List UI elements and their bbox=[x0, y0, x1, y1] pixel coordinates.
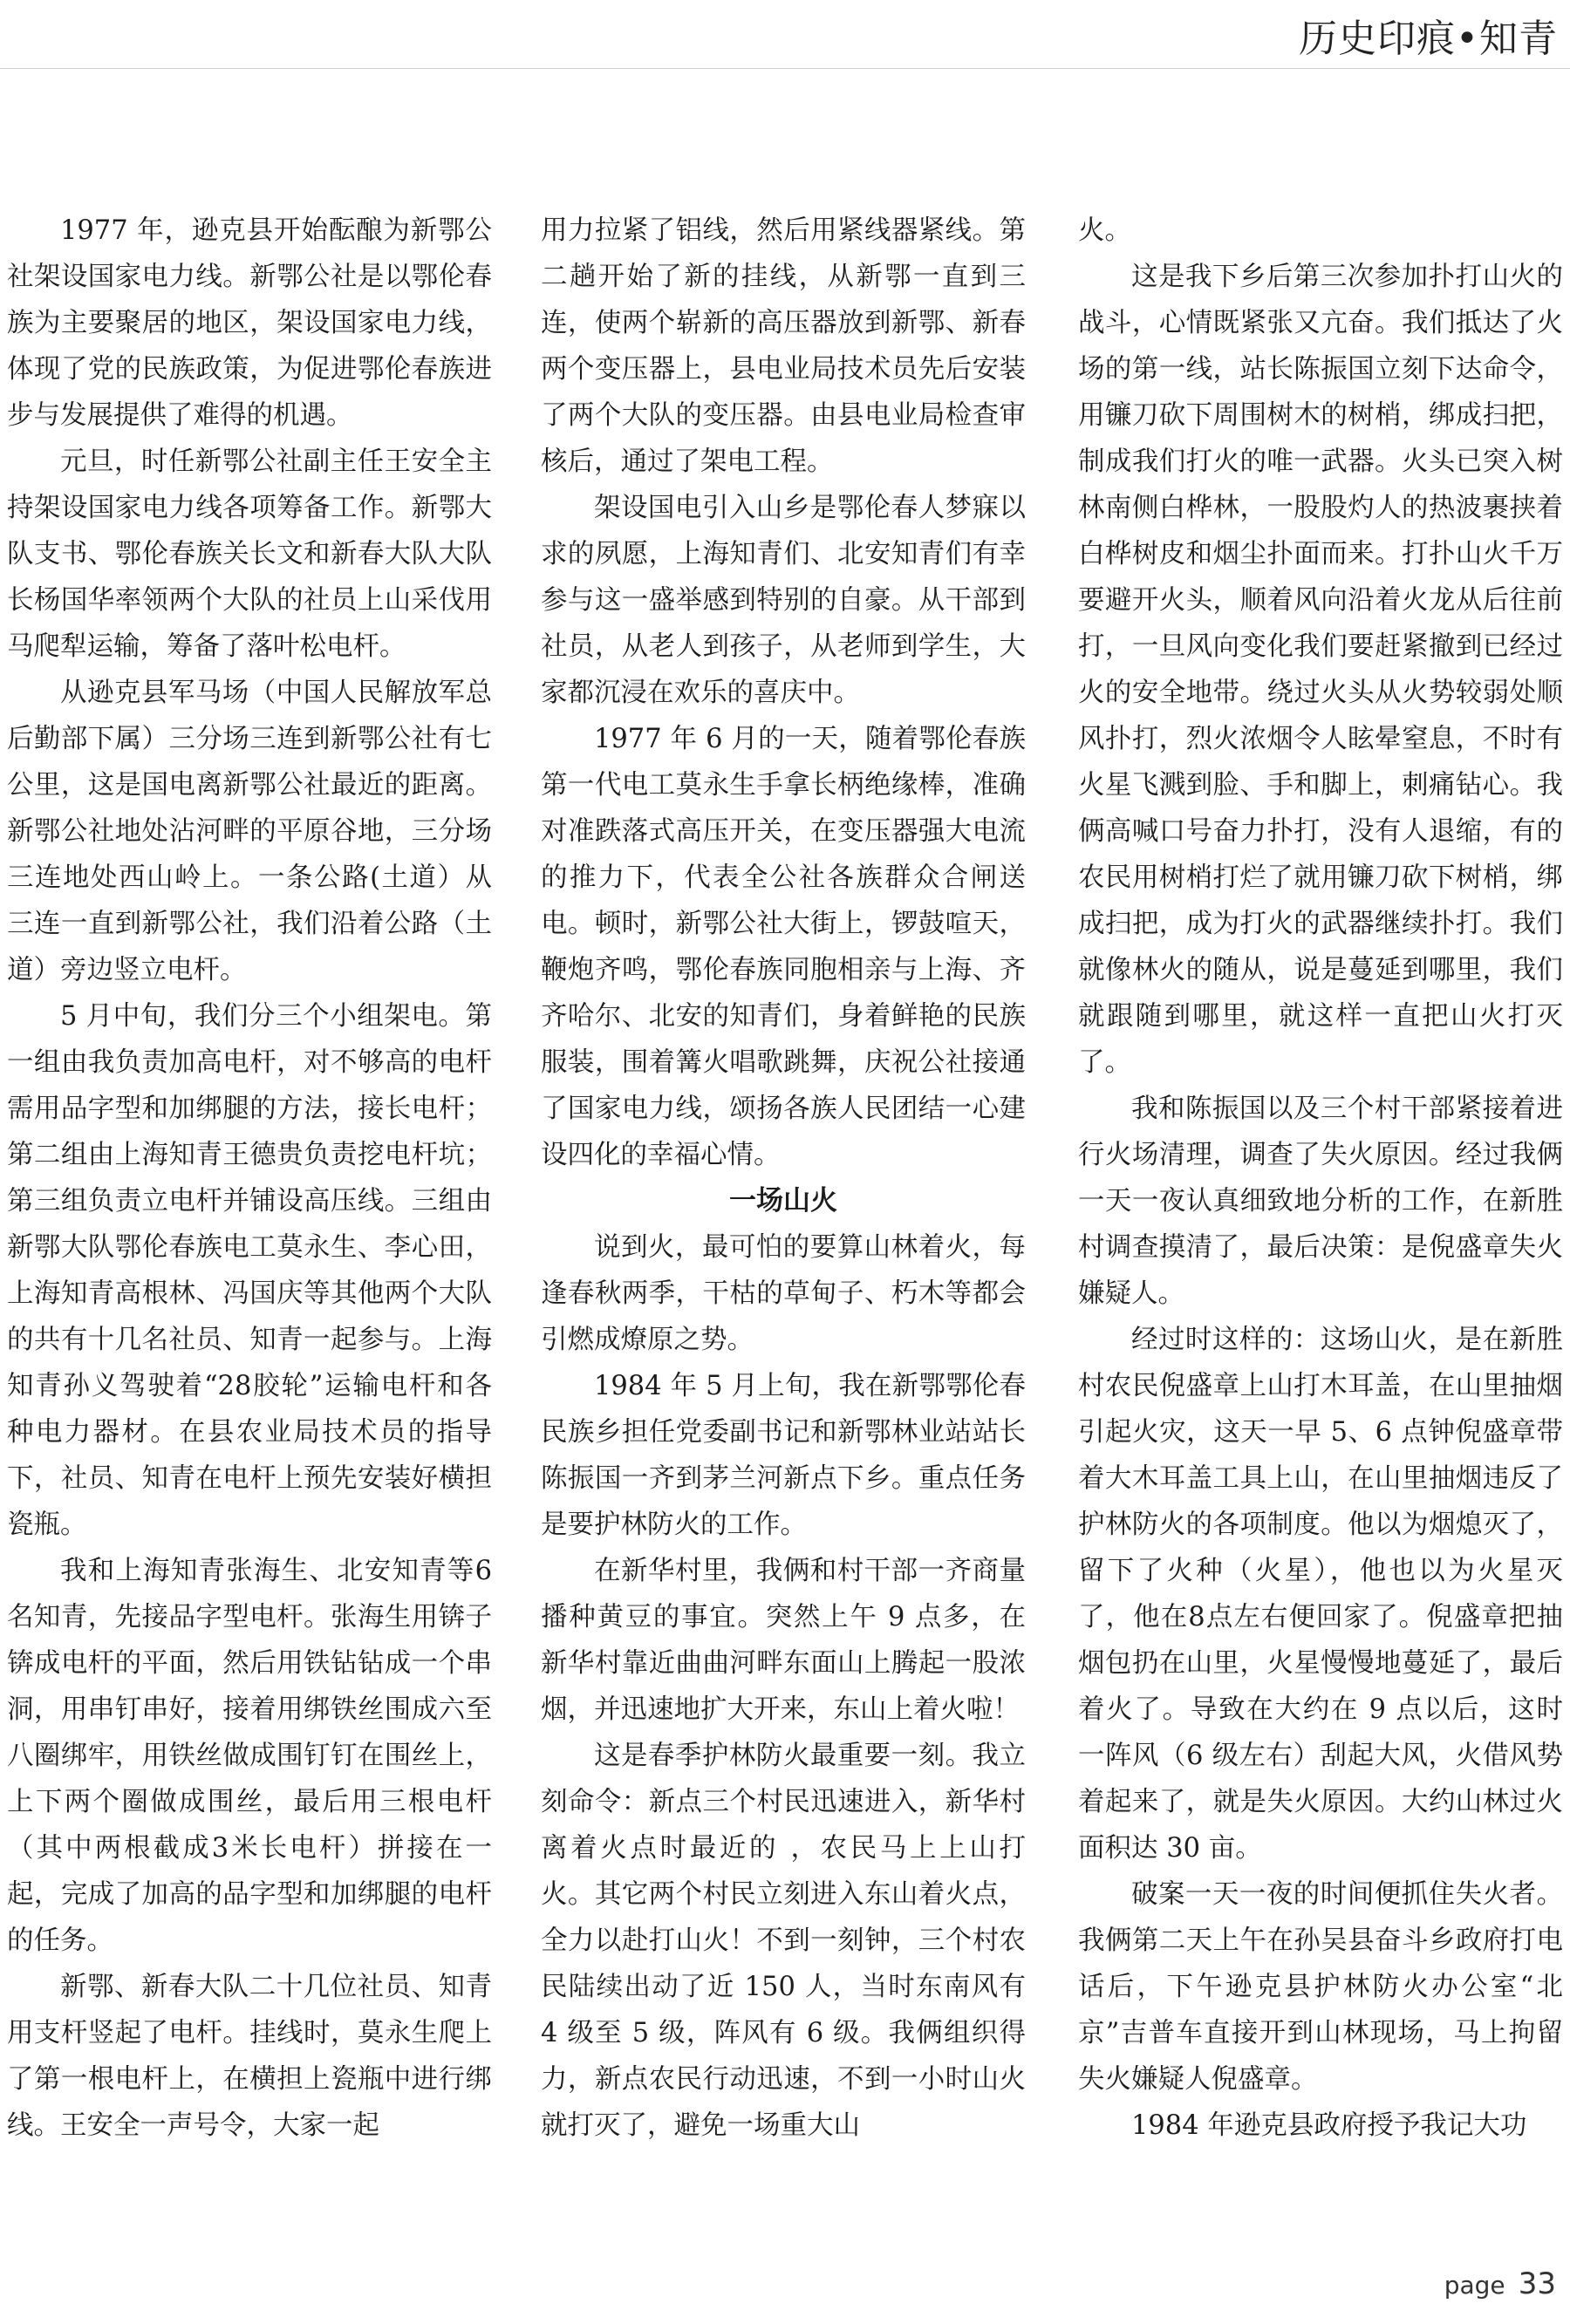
paragraph: 我和上海知青张海生、北安知青等6 名知青，先接品字型电杆。张海生用锛子锛成电杆的平面，然后用铁钻钻成一个串洞，用串钉串好，接着用绑铁丝围成六至八圈绑牢，用铁丝做成围钉钉在围丝上，上下两个圈做成围丝，最后用三根电杆（其中两根截成3米长电杆）拼接在一起，完成了加高的品字型和加绑腿的电杆的任务。 bbox=[7, 1556, 492, 1956]
paragraph: 经过时这样的：这场山火，是在新胜村农民倪盛章上山打木耳盖，在山里抽烟引起火灾，这天一早 5、6 点钟倪盛章带着大木耳盖工具上山，在山里抽烟违反了护林防火的各项制度。他以为烟熄灭了，留下了火种（火星），他也以为火星灭了，他在8点左右便回家了。倪盛章把抽烟包扔在山里，火星慢慢地蔓延了，最后着火了。导致在大约在 9 点以后，这时一阵风（6 级左右）刮起大风，火借风势着起来了，就是失火原因。大约山林过火面积达 30 亩。 bbox=[1078, 1325, 1563, 1864]
paragraph: 破案一天一夜的时间便抓住失火者。我俩第二天上午在孙吴县奋斗乡政府打电话后，下午逊克县护林防火办公室“北京”吉普车直接开到山林现场，马上拘留失火嫌疑人倪盛章。 bbox=[1078, 1879, 1563, 2095]
paragraph: 架设国电引入山乡是鄂伦春人梦寐以求的夙愿，上海知青们、北安知青们有幸参与这一盛举感到特别的自豪。从干部到社员，从老人到孩子，从老师到学生，大家都沉浸在欢乐的喜庆中。 bbox=[541, 493, 1026, 708]
paragraph: 1977 年 6 月的一天，随着鄂伦春族第一代电工莫永生手拿长柄绝缘棒，准确对准跌落式高压开关，在变压器强大电流的推力下，代表全公社各族群众合闸送电。顿时，新鄂公社大街上，锣鼓喧天，鞭炮齐鸣，鄂伦春族同胞相亲与上海、齐齐哈尔、北安的知青们，身着鲜艳的民族服装，围着篝火唱歌跳舞，庆祝公社接通了国家电力线，颂扬各族人民团结一心建设四化的幸福心情。 bbox=[541, 724, 1026, 1170]
paragraph: 在新华村里，我俩和村干部一齐商量播种黄豆的事宜。突然上午 9 点多，在新华村靠近曲曲河畔东面山上腾起一股浓烟，并迅速地扩大开来，东山上着火啦！ bbox=[541, 1556, 1026, 1725]
paragraph: 火。 bbox=[1078, 215, 1131, 246]
paragraph: 用力拉紧了铝线，然后用紧线器紧线。第二趟开始了新的挂线，从新鄂一直到三连，使两个崭新的高压器放到新鄂、新春两个变压器上，县电业局技术员先后安装了两个大队的变压器。由县电业局检查审核后，通过了架电工程。 bbox=[541, 215, 1026, 477]
paragraph: 新鄂、新春大队二十几位社员、知青用支杆竖起了电杆。挂线时，莫永生爬上了第一根电杆上，在横担上瓷瓶中进行绑线。王安全一声号令，大家一起 bbox=[7, 1972, 492, 2141]
article-column-1 bbox=[7, 208, 492, 2149]
article-column-3 bbox=[1078, 208, 1563, 2149]
page-footer bbox=[1444, 2266, 1556, 2301]
paragraph: 这是我下乡后第三次参加扑打山火的战斗，心情既紧张又亢奋。我们抵达了火场的第一线，站长陈振国立刻下达命令，用镰刀砍下周围树木的树梢，绑成扫把，制成我们打火的唯一武器。火头已突入树林南侧白桦林，一股股灼人的热波裹挟着白桦树皮和烟尘扑面而来。打扑山火千万要避开火头，顺着风向沿着火龙从后往前打，一旦风向变化我们要赶紧撤到已经过火的安全地带。绕过火头从火势较弱处顺风扑打，烈火浓烟令人眩晕窒息，不时有火星飞溅到脸、手和脚上，刺痛钻心。我俩高喊口号奋力扑打，没有人退缩，有的农民用树梢打烂了就用镰刀砍下树梢，绑成扫把，成为打火的武器继续扑打。我们就像林火的随从，说是蔓延到哪里，我们就跟随到哪里，就这样一直把山火打灭了。 bbox=[1078, 262, 1563, 1078]
paragraph: 1984 年 5 月上旬，我在新鄂鄂伦春民族乡担任党委副书记和新鄂林业站站长陈振国一齐到茅兰河新点下乡。重点任务是要护林防火的工作。 bbox=[541, 1371, 1026, 1540]
paragraph: 5 月中旬，我们分三个小组架电。第一组由我负责加高电杆，对不够高的电杆需用品字型和加绑腿的方法，接长电杆；第二组由上海知青王德贵负责挖电杆坑；第三组负责立电杆并铺设高压线。三组由新鄂大队鄂伦春族电工莫永生、李心田，上海知青高根林、冯国庆等其他两个大队的共有十几名社员、知青一起参与。上海知青孙义驾驶着“28胶轮”运输电杆和各种电力器材。在县农业局技术员的指导下，社员、知青在电杆上预先安装好横担瓷瓶。 bbox=[7, 1001, 492, 1540]
paragraph: 说到火，最可怕的要算山林着火，每逢春秋两季，干枯的草甸子、朽木等都会引燃成燎原之势。 bbox=[541, 1232, 1026, 1355]
page-label: page bbox=[1444, 2271, 1505, 2300]
section-subheading: 一场山火 bbox=[729, 1185, 837, 1217]
paragraph: 1984 年逊克县政府授予我记大功 bbox=[1131, 2110, 1527, 2141]
article-column-2 bbox=[541, 208, 1026, 2149]
paragraph: 我和陈振国以及三个村干部紧接着进行火场清理，调查了失火原因。经过我俩一天一夜认真细致地分析的工作，在新胜村调查摸清了，最后决策：是倪盛章失火嫌疑人。 bbox=[1078, 1094, 1563, 1309]
header-divider bbox=[0, 68, 1570, 69]
section-header: 历史印痕•知青 bbox=[1299, 17, 1558, 61]
paragraph: 从逊克县军马场（中国人民解放军总后勤部下属）三分场三连到新鄂公社有七公里，这是国电离新鄂公社最近的距离。新鄂公社地处沾河畔的平原谷地，三分场三连地处西山岭上。一条公路(土道）从三连一直到新鄂公社，我们沿着公路（土道）旁边竖立电杆。 bbox=[7, 678, 492, 985]
paragraph: 1977 年，逊克县开始酝酿为新鄂公社架设国家电力线。新鄂公社是以鄂伦春族为主要聚居的地区，架设国家电力线，体现了党的民族政策，为促进鄂伦春族进步与发展提供了难得的机遇。 bbox=[7, 215, 492, 431]
paragraph: 这是春季护林防火最重要一刻。我立刻命令：新点三个村民迅速进入，新华村离着火点时最近的 ，农民马上上山打火。其它两个村民立刻进入东山着火点，全力以赴打山火！不到一刻钟，三个村农民陆续出动了近 150 人，当时东南风有 4 级至 5 级，阵风有 6 级。我俩组织得力，新点农民行动迅速，不到一小时山火就打灭了，避免一场重大山 bbox=[541, 1741, 1026, 2141]
paragraph: 元旦，时任新鄂公社副主任王安全主持架设国家电力线各项筹备工作。新鄂大队支书、鄂伦春族关长文和新春大队大队长杨国华率领两个大队的社员上山采伐用马爬犁运输，筹备了落叶松电杆。 bbox=[7, 446, 492, 662]
page-number: 33 bbox=[1518, 2266, 1556, 2301]
